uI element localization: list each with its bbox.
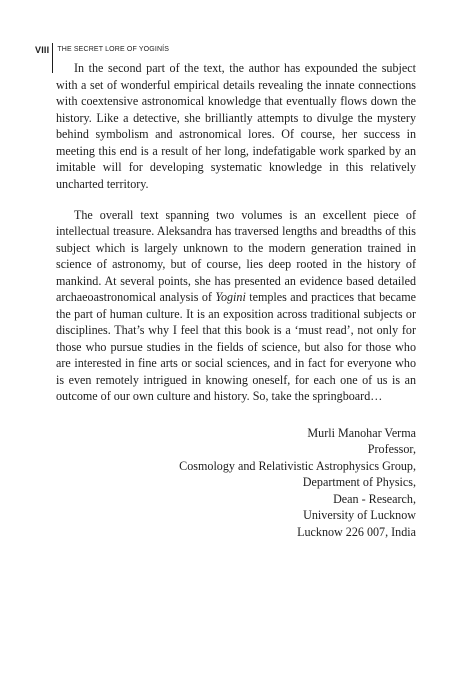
signatory-group: Cosmology and Relativistic Astrophysics Group, xyxy=(179,458,416,473)
paragraph-2-emphasis: Yogini xyxy=(215,290,246,304)
paragraph-1 xyxy=(56,60,416,192)
body-text xyxy=(56,60,416,540)
signature-block xyxy=(56,425,416,541)
signatory-address: Lucknow 226 007, India xyxy=(297,524,416,539)
signatory-name: Murli Manohar Verma xyxy=(307,425,416,440)
running-title: THE SECRET LORE OF YOGINÍS xyxy=(57,46,170,53)
page-number: VIII xyxy=(35,45,50,55)
signatory-university: University of Lucknow xyxy=(303,508,416,522)
paragraph-2-text-before: The overall text spanning two volumes is an excellent piece of intellectual treasure. Aleksandra has traversed lengths and breadths of this subject which is largely unknown to the modern generation trained in science of astronomy, but of course, lies deep rooted in the history of mankind. At several points, she has presented an evidence based detailed archaeoastronomical analysis of xyxy=(56,207,416,304)
signatory-role: Dean - Research, xyxy=(333,491,416,506)
paragraph-2 xyxy=(56,207,416,405)
signatory-title: Professor, xyxy=(367,442,416,456)
signatory-department: Department of Physics, xyxy=(302,475,416,489)
paragraph-1-text: In the second part of the text, the author has expounded the subject with a set of wonderful empirical details revealing the innate connections with coextensive astronomical knowledge that eventually flows down the history. Like a detective, she brilliantly attempts to divulge the mystery behind symbolism and astronomical lores. Of course, her success in meeting this end is a result of her long, indefatigable work sparked by an imitable will for developing systematic knowledge in this relatively uncharted territory. xyxy=(56,61,416,191)
paragraph-2-text-after: temples and practices that became the part of human culture. It is an exposition across traditional subjects or disciplines. That’s why I feel that this book is a ‘must read’, not only for those who pursue studies in the fields of science, but also for those who are interested in fine arts or social sciences, and in fact for everyone who is even remotely intrigued in knowing oneself, for each one of us is an outcome of our own culture and history. So, take the springboard… xyxy=(56,290,416,403)
header-divider xyxy=(52,43,53,73)
